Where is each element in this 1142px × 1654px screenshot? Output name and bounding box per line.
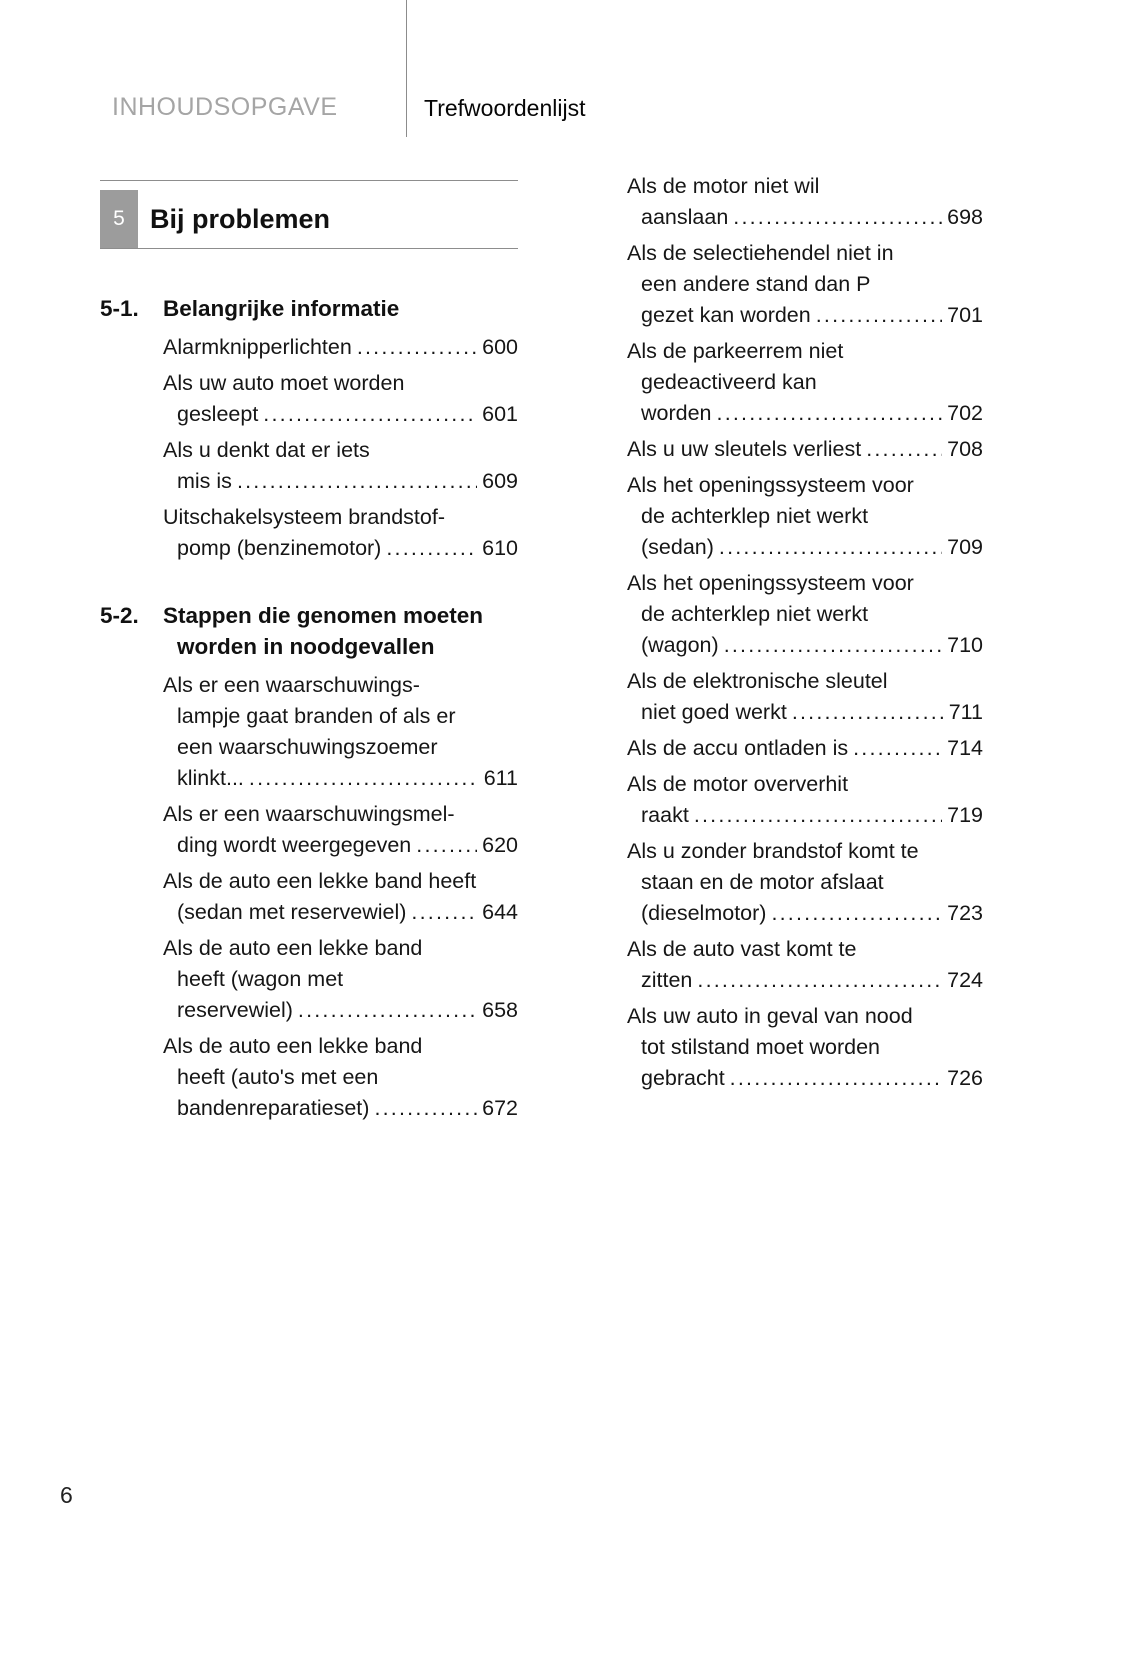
- toc-entry-text: Als er een waarschuwings-: [163, 673, 420, 697]
- toc-entry-line: [627, 934, 983, 965]
- dot-leader: [374, 1093, 477, 1124]
- section-title-line: Belangrijke informatie: [163, 296, 400, 321]
- toc-entry-line: [627, 630, 983, 661]
- toc-entry-line: [163, 830, 518, 861]
- toc-entry-text: klinkt...: [177, 766, 244, 790]
- toc-entry-line: [163, 995, 518, 1026]
- toc-entry-line: [627, 202, 983, 233]
- toc-entry-text: (dieselmotor): [641, 901, 767, 925]
- toc-entry-line: [163, 502, 518, 533]
- toc-entry-text: Als het openingssysteem voor: [627, 571, 914, 595]
- header-divider: [406, 0, 407, 137]
- dot-leader: [298, 995, 477, 1026]
- toc-entry-line: [627, 300, 983, 331]
- dot-leader: [733, 202, 942, 233]
- page-number: 6: [60, 1482, 73, 1508]
- toc-entry-text: Als de auto vast komt te: [627, 937, 857, 961]
- toc-entry-page-number: 611: [483, 766, 518, 790]
- toc-entry-line: [163, 368, 518, 399]
- toc-entry-text: gedeactiveerd kan: [641, 370, 817, 394]
- dot-leader: [416, 830, 477, 861]
- toc-entry-page-number: 620: [482, 833, 518, 857]
- toc-section: [100, 600, 518, 1124]
- toc-entry-text: ding wordt weergegeven: [177, 833, 412, 857]
- toc-entry-page-number: 726: [947, 1066, 983, 1090]
- toc-entry-text: Als de accu ontladen is: [627, 736, 849, 760]
- toc-entry-text: een andere stand dan P: [641, 272, 871, 296]
- toc-entry-text: staan en de motor afslaat: [641, 870, 884, 894]
- toc-entry: [627, 238, 983, 331]
- toc-entry: [163, 502, 518, 564]
- contents-header-label: INHOUDSOPGAVE: [112, 93, 338, 121]
- toc-entry-line: [163, 701, 518, 732]
- chapter-number: 5: [113, 207, 125, 230]
- toc-entry-text: gezet kan worden: [641, 303, 811, 327]
- toc-entry-line: [627, 666, 983, 697]
- index-header-label: Trefwoordenlijst: [424, 95, 586, 121]
- toc-entry: [627, 769, 983, 831]
- dot-leader: [697, 965, 942, 996]
- chapter-banner: [100, 180, 518, 249]
- toc-entry-line: [163, 399, 518, 430]
- toc-entry-line: [627, 697, 983, 728]
- section-title: [163, 600, 518, 662]
- toc-section: [100, 293, 518, 564]
- right-entries-container: [627, 171, 983, 1094]
- section-number: 5-1.: [100, 296, 139, 321]
- toc-entry-line: [627, 532, 983, 563]
- toc-entry-line: [627, 434, 983, 465]
- toc-entry-page-number: 711: [948, 700, 983, 724]
- toc-entry-text: Als het openingssysteem voor: [627, 473, 914, 497]
- dot-leader: [717, 398, 943, 429]
- toc-entry-page-number: 701: [947, 303, 983, 327]
- dot-leader: [694, 800, 942, 831]
- toc-entry-line: [627, 1032, 983, 1063]
- dot-leader: [411, 897, 477, 928]
- toc-entry-line: [163, 466, 518, 497]
- dot-leader: [724, 630, 942, 661]
- toc-entry-page-number: 609: [482, 469, 518, 493]
- toc-entry: [163, 332, 518, 363]
- toc-entry-text: Als u denkt dat er iets: [163, 438, 370, 462]
- toc-entry-line: [627, 269, 983, 300]
- toc-entry-page-number: 710: [947, 633, 983, 657]
- toc-entry-page-number: 672: [482, 1096, 518, 1120]
- toc-entry-text: heeft (auto's met een: [177, 1065, 379, 1089]
- toc-entry-text: Als er een waarschuwingsmel-: [163, 802, 455, 826]
- toc-entry-text: (wagon): [641, 633, 719, 657]
- dot-leader: [719, 532, 942, 563]
- section-heading: [100, 600, 518, 662]
- toc-entry-page-number: 644: [482, 900, 518, 924]
- toc-entry-line: [163, 866, 518, 897]
- toc-entry-page-number: 658: [482, 998, 518, 1022]
- toc-right-column: [627, 171, 983, 1099]
- toc-entry-text: de achterklep niet werkt: [641, 504, 869, 528]
- toc-entry: [627, 336, 983, 429]
- toc-entry-page-number: 724: [947, 968, 983, 992]
- toc-entry-text: Als de elektronische sleutel: [627, 669, 888, 693]
- dot-leader: [792, 697, 944, 728]
- toc-entry-page-number: 601: [482, 402, 518, 426]
- toc-entry-line: [163, 933, 518, 964]
- toc-entry-line: [627, 171, 983, 202]
- section-entries: [163, 332, 518, 564]
- toc-entry-line: [163, 1093, 518, 1124]
- dot-leader: [357, 332, 477, 363]
- toc-entry-text: (sedan): [641, 535, 714, 559]
- toc-entry-page-number: 708: [947, 437, 983, 461]
- toc-entry-line: [163, 732, 518, 763]
- dot-leader: [249, 763, 479, 794]
- dot-leader: [237, 466, 477, 497]
- left-sections-container: [100, 293, 518, 1124]
- toc-entry-page-number: 610: [482, 536, 518, 560]
- toc-entry: [163, 933, 518, 1026]
- toc-entry-text: een waarschuwingszoemer: [177, 735, 438, 759]
- toc-entry: [627, 836, 983, 929]
- toc-entry: [163, 1031, 518, 1124]
- toc-entry-line: [627, 769, 983, 800]
- toc-entry-text: Als uw auto moet worden: [163, 371, 405, 395]
- toc-entry: [163, 435, 518, 497]
- toc-entry-line: [627, 965, 983, 996]
- toc-entry-text: Als de motor niet wil: [627, 174, 820, 198]
- toc-entry-line: [627, 398, 983, 429]
- toc-entry-text: bandenreparatieset): [177, 1096, 370, 1120]
- toc-entry-page-number: 702: [947, 401, 983, 425]
- toc-entry-line: [163, 1031, 518, 1062]
- toc-entry-line: [627, 367, 983, 398]
- toc-entry-line: [627, 336, 983, 367]
- toc-entry: [627, 171, 983, 233]
- toc-left-column: [100, 180, 518, 1129]
- toc-entry-text: gesleept: [177, 402, 259, 426]
- toc-entry-text: Als de auto een lekke band: [163, 1034, 423, 1058]
- toc-entry-page-number: 714: [947, 736, 983, 760]
- toc-entry: [627, 568, 983, 661]
- dot-leader: [866, 434, 942, 465]
- toc-entry-text: Als de auto een lekke band: [163, 936, 423, 960]
- dot-leader: [771, 898, 942, 929]
- dot-leader: [263, 399, 477, 430]
- section-entries: [163, 670, 518, 1124]
- toc-entry-line: [163, 1062, 518, 1093]
- toc-entry-line: [163, 763, 518, 794]
- toc-entry: [627, 1001, 983, 1094]
- toc-entry: [627, 434, 983, 465]
- toc-entry-text: worden: [641, 401, 712, 425]
- toc-entry-text: Als de parkeerrem niet: [627, 339, 844, 363]
- toc-entry: [163, 368, 518, 430]
- toc-entry-line: [627, 733, 983, 764]
- toc-entry-line: [627, 238, 983, 269]
- toc-entry: [627, 934, 983, 996]
- toc-entry-line: [627, 470, 983, 501]
- toc-entry-line: [163, 897, 518, 928]
- toc-entry: [163, 799, 518, 861]
- toc-entry-line: [627, 568, 983, 599]
- toc-entry-line: [163, 964, 518, 995]
- toc-entry-text: mis is: [177, 469, 232, 493]
- toc-entry-line: [627, 501, 983, 532]
- toc-entry-text: lampje gaat branden of als er: [177, 704, 456, 728]
- toc-entry-text: Als u uw sleutels verliest: [627, 437, 862, 461]
- section-heading: [100, 293, 518, 324]
- toc-entry-text: aanslaan: [641, 205, 729, 229]
- dot-leader: [853, 733, 942, 764]
- toc-entry: [627, 733, 983, 764]
- toc-entry-text: (sedan met reservewiel): [177, 900, 407, 924]
- toc-entry-text: pomp (benzinemotor): [177, 536, 382, 560]
- toc-entry-line: [627, 599, 983, 630]
- section-number: 5-2.: [100, 603, 139, 628]
- toc-entry-text: Als uw auto in geval van nood: [627, 1004, 913, 1028]
- chapter-number-box: [100, 190, 138, 248]
- toc-entry-line: [627, 800, 983, 831]
- toc-entry-line: [627, 867, 983, 898]
- toc-entry-page-number: 709: [947, 535, 983, 559]
- toc-entry-page-number: 723: [947, 901, 983, 925]
- dot-leader: [730, 1063, 942, 1094]
- chapter-title: Bij problemen: [150, 203, 331, 234]
- toc-entry-text: de achterklep niet werkt: [641, 602, 869, 626]
- toc-entry-text: reservewiel): [177, 998, 293, 1022]
- toc-entry: [627, 470, 983, 563]
- toc-entry-line: [627, 1001, 983, 1032]
- toc-entry-text: heeft (wagon met: [177, 967, 344, 991]
- toc-entry-line: [163, 799, 518, 830]
- toc-entry-line: [627, 836, 983, 867]
- toc-entry: [163, 866, 518, 928]
- section-title-line: Stappen die genomen moeten: [163, 603, 484, 628]
- toc-entry-text: zitten: [641, 968, 693, 992]
- toc-entry-text: gebracht: [641, 1066, 725, 1090]
- toc-entry-text: tot stilstand moet worden: [641, 1035, 881, 1059]
- toc-entry-text: Als u zonder brandstof komt te: [627, 839, 919, 863]
- toc-entry-page-number: 698: [947, 205, 983, 229]
- section-title-line: worden in noodgevallen: [177, 634, 435, 659]
- toc-entry-line: [163, 332, 518, 363]
- toc-entry-page-number: 719: [947, 803, 983, 827]
- section-title: [163, 293, 518, 324]
- dot-leader: [816, 300, 942, 331]
- toc-entry: [627, 666, 983, 728]
- toc-entry-text: Uitschakelsysteem brandstof-: [163, 505, 445, 529]
- toc-entry-text: Als de motor oververhit: [627, 772, 849, 796]
- toc-entry-line: [627, 1063, 983, 1094]
- toc-entry-page-number: 600: [482, 335, 518, 359]
- toc-entry-line: [163, 670, 518, 701]
- toc-entry: [163, 670, 518, 794]
- toc-entry-text: Als de selectiehendel niet in: [627, 241, 894, 265]
- dot-leader: [386, 533, 477, 564]
- toc-entry-line: [627, 898, 983, 929]
- toc-entry-text: niet goed werkt: [641, 700, 787, 724]
- toc-entry-line: [163, 435, 518, 466]
- toc-entry-text: Alarmknipperlichten: [163, 335, 352, 359]
- toc-entry-text: Als de auto een lekke band heeft: [163, 869, 477, 893]
- toc-entry-line: [163, 533, 518, 564]
- toc-entry-text: raakt: [641, 803, 689, 827]
